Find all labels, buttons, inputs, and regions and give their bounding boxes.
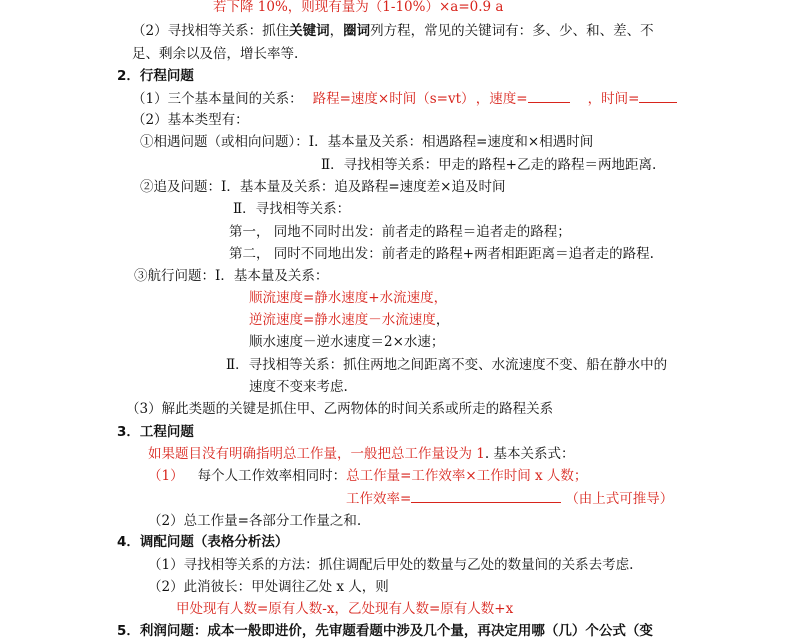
distance-formula: 路程=速度×时间（s=vt） bbox=[312, 91, 468, 107]
travel-basic-relation: （1）三个基本量间的关系： 路程=速度×时间（s=vt） ，速度= ，时间= bbox=[132, 88, 677, 109]
circle-word-emphasis: 圈词 bbox=[343, 23, 371, 39]
section-heading-allocation: 4．调配问题（表格分析法） bbox=[117, 534, 289, 550]
sailing-problem-equation: Ⅱ．寻找相等关系：抓住两地之间距离不变、水流速度不变、船在静水中的 bbox=[226, 357, 668, 373]
basic-types-label: （2）基本类型有： bbox=[132, 112, 249, 128]
upstream-speed-formula: 逆流速度=静水速度－水流速度， bbox=[249, 312, 450, 328]
meeting-problem-relation: ①相遇问题（或相向问题）：Ⅰ．基本量及关系：相遇路程=速度和×相遇时间 bbox=[140, 134, 594, 150]
allocation-method: （1）寻找相等关系的方法：抓住调配后甲处的数量与乙处的数量间的关系去考虑. bbox=[148, 557, 634, 573]
time-blank bbox=[639, 88, 677, 103]
work-relation-one: （1） 每个人工作效率相同时：总工作量=工作效率×工作时间 x 人数； bbox=[148, 468, 588, 484]
meeting-problem-equation: Ⅱ．寻找相等关系：甲走的路程+乙走的路程＝两地距离. bbox=[321, 157, 657, 173]
allocation-tradeoff: （2）此消彼长：甲处调往乙处 x 人，则 bbox=[148, 579, 389, 595]
sailing-problem-relation: ③航行问题：Ⅰ．基本量及关系： bbox=[134, 268, 329, 284]
equal-relation-continuation: 足、剩余以及倍，增长率等. bbox=[132, 46, 299, 62]
water-speed-formula: 顺水速度－逆水速度＝2×水速； bbox=[249, 334, 445, 350]
equal-relation-item: （2）寻找相等关系：抓住关键词，圈词列方程，常见的关键词有：多、少、和、差、不 bbox=[132, 23, 654, 39]
speed-blank bbox=[528, 88, 570, 103]
work-efficiency-formula: 工作效率= （由上式可推导） bbox=[346, 488, 673, 509]
section-heading-work: 3．工程问题 bbox=[117, 424, 194, 440]
sailing-problem-equation-cont: 速度不变来考虑. bbox=[249, 379, 348, 395]
travel-key-point: （3）解此类题的关键是抓住甲、乙两物体的时间关系或所走的路程关系 bbox=[126, 401, 554, 417]
work-relation-two: （2）总工作量=各部分工作量之和. bbox=[148, 513, 362, 529]
work-intro: 如果题目没有明确指明总工作量，一般把总工作量设为 1. 基本关系式： bbox=[148, 446, 575, 462]
allocation-formula: 甲处现有人数=原有人数-x，乙处现有人数=原有人数+x bbox=[176, 601, 514, 617]
chase-case-one: 第一， 同地不同时出发：前者走的路程＝追者走的路程； bbox=[229, 224, 571, 240]
chase-problem-relation: ②追及问题：Ⅰ．基本量及关系：追及路程=速度差×追及时间 bbox=[140, 179, 506, 195]
section-heading-profit: 5．利润问题：成本一般即进价，先审题看题中涉及几个量，再决定用哪（几）个公式（变 bbox=[117, 623, 653, 639]
keyword-emphasis: 关键词 bbox=[289, 23, 330, 39]
efficiency-blank bbox=[411, 488, 561, 503]
total-work-formula: 总工作量=工作效率×工作时间 x 人数； bbox=[346, 468, 588, 484]
percent-decrease-example: 若下降 10%，则现有量为（1-10%）×a=0.9 a bbox=[213, 0, 504, 15]
downstream-speed-formula: 顺流速度=静水速度+水流速度， bbox=[249, 290, 448, 306]
section-heading-travel: 2．行程问题 bbox=[117, 68, 194, 84]
chase-case-two: 第二， 同时不同地出发：前者走的路程+两者相距距离＝追者走的路程. bbox=[229, 246, 654, 262]
chase-problem-equation-label: Ⅱ．寻找相等关系： bbox=[233, 201, 351, 217]
